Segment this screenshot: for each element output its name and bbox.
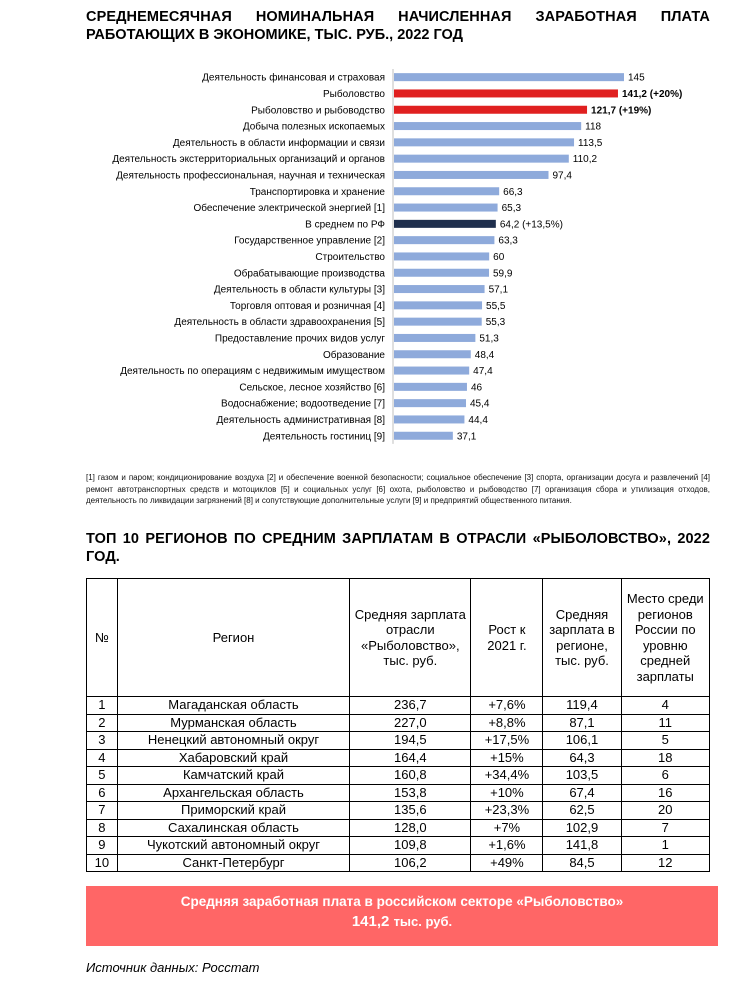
category-label: Деятельность по операциям с недвижимым имуществом xyxy=(120,366,385,378)
cell-number: 8 xyxy=(87,819,118,837)
summary-banner xyxy=(86,886,718,946)
chart-footnote: [1] газом и паром; кондиционирование воздуха [2] и обеспечение военной безопасности; социальное обеспечение [3] спорта, организации досуга и развлечений [4] ремонт автотранспортных средств и мотоциклов [5] и социальных услуг [6] охота, рыболовство и рыбоводство [7] организация сбора и утилизация отходов, деятельность по ликвидации загрязнений [8] и сопутствующие дополнительные услуги [9] и предприятий общественного питания. xyxy=(86,473,710,505)
bar-value-label: 121,7 (+19%) xyxy=(591,105,652,117)
category-label: Строительство xyxy=(315,251,385,263)
bar-value-label: 55,5 xyxy=(486,300,506,312)
bar xyxy=(394,171,548,179)
cell-region: Хабаровский край xyxy=(117,749,349,767)
bar xyxy=(394,252,489,260)
cell-region: Чукотский автономный округ xyxy=(117,837,349,855)
cell-industry-salary: 153,8 xyxy=(350,784,471,802)
bar-value-label: 97,4 xyxy=(552,170,572,182)
cell-region: Санкт-Петербург xyxy=(117,854,349,872)
table-row xyxy=(87,767,710,785)
bar xyxy=(394,236,494,244)
bar-value-label: 55,3 xyxy=(485,317,506,329)
cell-number: 5 xyxy=(87,767,118,785)
category-label: Деятельность в области информации и связи xyxy=(172,137,385,149)
bar-value-label: 64,2 (+13,5%) xyxy=(499,219,563,231)
cell-industry-salary: 194,5 xyxy=(350,732,471,750)
cell-rank: 7 xyxy=(621,819,709,837)
banner-caption: Средняя заработная плата в российском секторе «Рыболовство» xyxy=(180,894,624,909)
bar xyxy=(394,220,496,228)
cell-growth: +8,8% xyxy=(471,714,543,732)
bar-value-label: 110,2 xyxy=(572,154,598,166)
cell-rank: 11 xyxy=(621,714,709,732)
category-label: Деятельность в области здравоохранения [5] xyxy=(174,317,385,329)
banner-value: 141,2 xyxy=(351,913,390,930)
category-label: Добыча полезных ископаемых xyxy=(242,121,385,133)
bar-value-label: 141,2 (+20%) xyxy=(621,88,683,100)
category-label: Рыболовство xyxy=(323,88,385,100)
bar-value-label: 59,9 xyxy=(493,268,513,280)
bar-value-label: 48,4 xyxy=(474,349,495,361)
bar-value-label: 113,5 xyxy=(578,137,603,149)
category-label: Торговля оптовая и розничная [4] xyxy=(229,300,385,312)
bar xyxy=(394,106,587,114)
cell-region-salary: 119,4 xyxy=(543,697,621,715)
bar-value-label: 57,1 xyxy=(488,284,509,296)
cell-industry-salary: 128,0 xyxy=(350,819,471,837)
regions-table xyxy=(86,578,710,872)
table-header-row xyxy=(87,579,710,697)
cell-rank: 20 xyxy=(621,802,709,820)
table-row xyxy=(87,697,710,715)
category-label: Государственное управление [2] xyxy=(234,235,385,247)
cell-rank: 5 xyxy=(621,732,709,750)
table-row xyxy=(87,784,710,802)
cell-region-salary: 102,9 xyxy=(543,819,621,837)
bar xyxy=(394,432,453,440)
cell-growth: +10% xyxy=(471,784,543,802)
salary-bar-chart xyxy=(0,64,747,454)
table-row xyxy=(87,749,710,767)
cell-region: Архангельская область xyxy=(117,784,349,802)
header-region-salary: Средняя зарплата в регионе, тыс. руб. xyxy=(543,579,621,697)
cell-region: Магаданская область xyxy=(117,697,349,715)
cell-region: Мурманская область xyxy=(117,714,349,732)
category-label: Сельское, лесное хозяйство [6] xyxy=(239,382,385,394)
bar-value-label: 60 xyxy=(493,251,505,263)
bar xyxy=(394,367,469,375)
banner-unit: тыс. руб. xyxy=(393,914,453,929)
bar xyxy=(394,155,569,163)
cell-industry-salary: 160,8 xyxy=(350,767,471,785)
category-label: Транспортировка и хранение xyxy=(249,186,385,198)
cell-number: 9 xyxy=(87,837,118,855)
cell-rank: 1 xyxy=(621,837,709,855)
category-label: Деятельность профессиональная, научная и техническая xyxy=(116,170,385,182)
cell-growth: +23,3% xyxy=(471,802,543,820)
cell-region: Камчатский край xyxy=(117,767,349,785)
cell-number: 4 xyxy=(87,749,118,767)
data-source: Источник данных: Росстат xyxy=(86,960,260,975)
cell-number: 2 xyxy=(87,714,118,732)
category-label: Деятельность административная [8] xyxy=(216,414,385,426)
bar xyxy=(394,122,581,130)
bar-value-label: 65,3 xyxy=(501,203,522,215)
cell-rank: 16 xyxy=(621,784,709,802)
bar xyxy=(394,269,489,277)
category-label: В среднем по РФ xyxy=(305,219,385,231)
cell-industry-salary: 109,8 xyxy=(350,837,471,855)
bar-value-label: 44,4 xyxy=(468,414,488,426)
bar-value-label: 47,4 xyxy=(473,366,493,378)
bar xyxy=(394,301,482,309)
chart-title-line1: СРЕДНЕМЕСЯЧНАЯ НОМИНАЛЬНАЯ НАЧИСЛЕННАЯ ЗАРАБОТНАЯ ПЛАТА xyxy=(86,9,710,25)
table-row xyxy=(87,802,710,820)
table-row xyxy=(87,819,710,837)
cell-number: 10 xyxy=(87,854,118,872)
cell-rank: 18 xyxy=(621,749,709,767)
cell-industry-salary: 164,4 xyxy=(350,749,471,767)
cell-growth: +1,6% xyxy=(471,837,543,855)
header-number: № xyxy=(87,579,118,697)
cell-industry-salary: 236,7 xyxy=(350,697,471,715)
bar xyxy=(394,350,471,358)
category-label: Обрабатывающие производства xyxy=(233,268,385,280)
bar xyxy=(394,187,499,195)
cell-region-salary: 106,1 xyxy=(543,732,621,750)
cell-number: 1 xyxy=(87,697,118,715)
cell-region: Ненецкий автономный округ xyxy=(117,732,349,750)
bar-value-label: 145 xyxy=(628,72,645,84)
bar-value-label: 66,3 xyxy=(503,186,523,198)
cell-industry-salary: 227,0 xyxy=(350,714,471,732)
header-growth: Рост к 2021 г. xyxy=(471,579,543,697)
cell-region-salary: 62,5 xyxy=(543,802,621,820)
header-industry-salary: Средняя зарплата отрасли «Рыболовство», тыс. руб. xyxy=(350,579,471,697)
chart-title-line2: РАБОТАЮЩИХ В ЭКОНОМИКЕ, ТЫС. РУБ., 2022 ГОД xyxy=(86,27,463,43)
category-label: Деятельность гостиниц [9] xyxy=(262,431,385,443)
cell-region: Сахалинская область xyxy=(117,819,349,837)
cell-region-salary: 67,4 xyxy=(543,784,621,802)
bar xyxy=(394,204,498,212)
table-title: ТОП 10 РЕГИОНОВ ПО СРЕДНИМ ЗАРПЛАТАМ В ОТРАСЛИ «РЫБОЛОВСТВО», 2022 ГОД. xyxy=(86,531,710,565)
bar xyxy=(394,399,466,407)
bar xyxy=(394,415,464,423)
cell-region-salary: 103,5 xyxy=(543,767,621,785)
cell-region-salary: 141,8 xyxy=(543,837,621,855)
cell-growth: +34,4% xyxy=(471,767,543,785)
bar-value-label: 63,3 xyxy=(498,235,518,247)
cell-region-salary: 84,5 xyxy=(543,854,621,872)
bar-value-label: 46 xyxy=(470,382,483,394)
bar-value-label: 118 xyxy=(585,121,602,133)
cell-rank: 4 xyxy=(621,697,709,715)
cell-growth: +7% xyxy=(471,819,543,837)
bar xyxy=(394,334,475,342)
cell-growth: +7,6% xyxy=(471,697,543,715)
cell-number: 3 xyxy=(87,732,118,750)
cell-number: 7 xyxy=(87,802,118,820)
cell-region: Приморский край xyxy=(117,802,349,820)
category-label: Деятельность экстерриториальных организаций и органов xyxy=(112,154,385,166)
bar-value-label: 45,4 xyxy=(470,398,490,410)
category-label: Водоснабжение; водоотведение [7] xyxy=(221,398,385,410)
bar xyxy=(394,318,482,326)
bar xyxy=(394,73,624,81)
bar-value-label: 51,3 xyxy=(479,333,499,345)
bar xyxy=(394,89,618,97)
category-label: Деятельность в области культуры [3] xyxy=(213,284,385,296)
bar xyxy=(394,285,485,293)
bar-value-label: 37,1 xyxy=(456,431,477,443)
bar xyxy=(394,138,574,146)
table-row xyxy=(87,854,710,872)
table-row xyxy=(87,837,710,855)
header-region: Регион xyxy=(117,579,349,697)
category-label: Обеспечение электрической энергией [1] xyxy=(193,203,385,215)
cell-growth: +17,5% xyxy=(471,732,543,750)
cell-growth: +15% xyxy=(471,749,543,767)
category-label: Предоставление прочих видов услуг xyxy=(214,333,385,345)
cell-rank: 12 xyxy=(621,854,709,872)
bar xyxy=(394,383,467,391)
cell-industry-salary: 135,6 xyxy=(350,802,471,820)
cell-industry-salary: 106,2 xyxy=(350,854,471,872)
banner-value-line xyxy=(86,913,718,930)
table-row xyxy=(87,732,710,750)
cell-rank: 6 xyxy=(621,767,709,785)
category-label: Образование xyxy=(323,349,385,361)
cell-region-salary: 64,3 xyxy=(543,749,621,767)
table-row xyxy=(87,714,710,732)
category-label: Деятельность финансовая и страховая xyxy=(202,72,385,84)
cell-region-salary: 87,1 xyxy=(543,714,621,732)
cell-growth: +49% xyxy=(471,854,543,872)
cell-number: 6 xyxy=(87,784,118,802)
header-rank: Место среди регионов России по уровню средней зарплаты xyxy=(621,579,709,697)
category-label: Рыболовство и рыбоводство xyxy=(251,105,385,117)
